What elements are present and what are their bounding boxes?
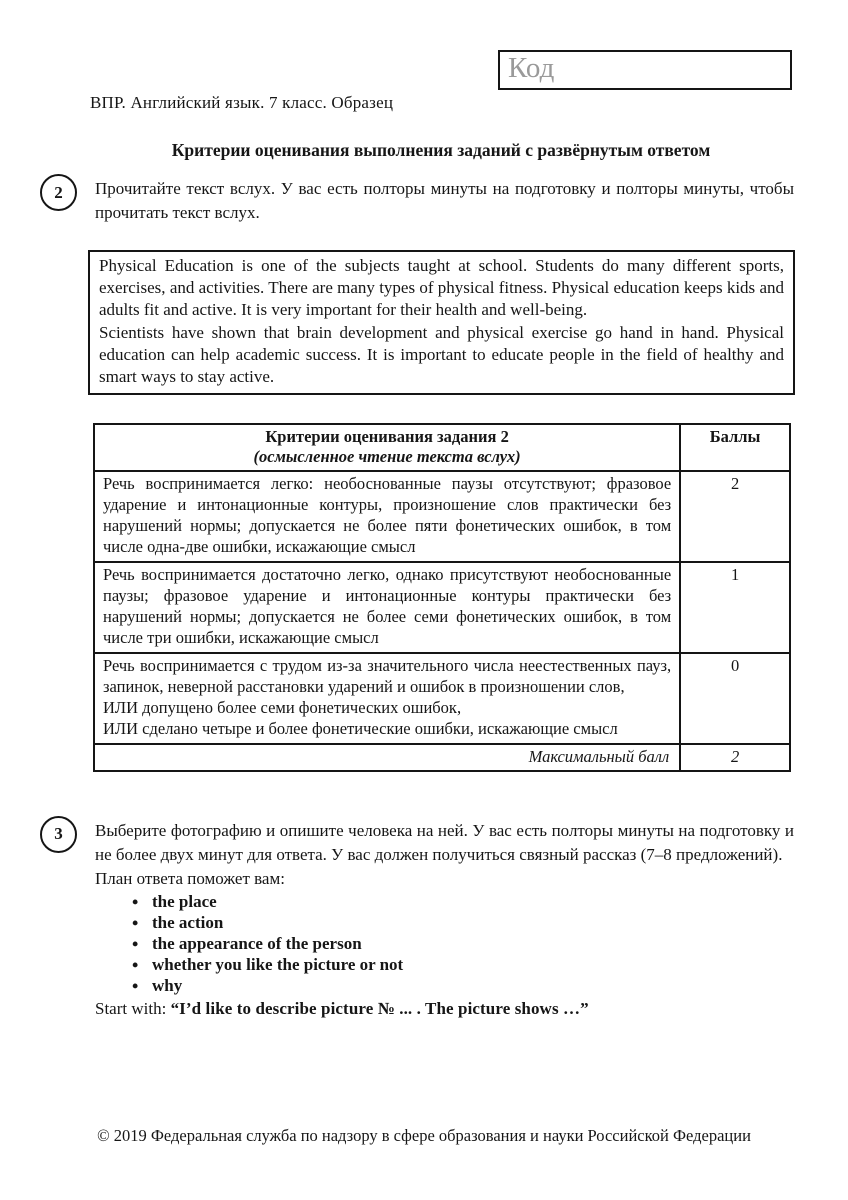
- task-3-section: [54, 819, 794, 1022]
- criteria-text: Речь воспринимается легко: необоснованные паузы отсутствуют; фразовое ударение и интонационные контуры, произношение слов практически без нарушений нормы; допускается не более пяти фонетических ошибок, в том числе одна-две ошибки, искажающие смысл: [103, 474, 672, 556]
- points-cell: 2: [680, 471, 790, 562]
- task-3-plan-list: [95, 892, 794, 997]
- criteria-header-title: Критерии оценивания задания 2: [265, 426, 509, 446]
- start-with-quote: “I’d like to describe picture № ... . The picture shows …”: [170, 999, 589, 1019]
- criteria-text: Речь воспринимается с трудом из-за значительного числа неестественных пауз, запинок, неверной расстановки ударений и ошибок в произношении слов,: [103, 655, 672, 696]
- task-2-instruction: Прочитайте текст вслух. У вас есть полторы минуты на подготовку и полторы минуты, чтобы прочитать текст вслух.: [95, 179, 794, 223]
- list-item: • why: [95, 976, 794, 997]
- table-row: [94, 562, 790, 653]
- points-cell: 1: [680, 562, 790, 653]
- task-2-number-badge: 2: [40, 174, 77, 211]
- criteria-table-header-row: [94, 424, 790, 471]
- list-item: • the place: [95, 892, 794, 913]
- reading-text-box: [88, 250, 795, 395]
- criteria-cell: [94, 653, 680, 744]
- page-header: [0, 0, 848, 140]
- table-row: [94, 653, 790, 744]
- document-header-text: ВПР. Английский язык. 7 класс. Образец: [90, 93, 394, 112]
- start-with-line: [95, 997, 794, 1021]
- task-3-plan-intro: План ответа поможет вам:: [95, 868, 285, 888]
- start-with-prefix: Start with:: [95, 999, 171, 1019]
- criteria-text: ИЛИ сделано четыре и более фонетические ошибки, искажающие смысл: [103, 718, 618, 738]
- list-item: • the action: [95, 913, 794, 934]
- task-2-section: [54, 177, 794, 225]
- table-row: [94, 471, 790, 562]
- points-cell: 0: [680, 653, 790, 744]
- max-score-value: 2: [680, 744, 790, 771]
- criteria-header-subtitle: (осмысленное чтение текста вслух): [253, 447, 521, 467]
- code-field-label: Код: [508, 51, 555, 84]
- reading-paragraph-1: Physical Education is one of the subjects taught at school. Students do many different sports, exercises, and activities. There are many types of physical fitness. Physical education keeps kids and adults fit and active. It is very important for their health and well-being.: [99, 256, 784, 320]
- copyright-footer: © 2019 Федеральная служба по надзору в сфере образования и науки Российской Федерации: [97, 1126, 751, 1145]
- criteria-text: ИЛИ допущено более семи фонетических ошибок,: [103, 697, 462, 717]
- points-header-cell: Баллы: [680, 424, 790, 471]
- list-item: • whether you like the picture or not: [95, 955, 794, 976]
- reading-paragraph-2: Scientists have shown that brain development and physical exercise go hand in hand. Physical education can help academic success. It is important to educate people in the field of healthy and smart ways to stay active.: [99, 322, 784, 386]
- criteria-cell: [94, 471, 680, 562]
- criteria-table: [93, 423, 791, 772]
- criteria-cell: [94, 562, 680, 653]
- criteria-header-cell: [94, 424, 680, 471]
- max-score-row: [94, 744, 790, 771]
- criteria-text: Речь воспринимается достаточно легко, однако присутствуют необоснованные паузы; фразовое ударение и интонационные контуры практически без нарушений нормы; допускается не более семи фонетических ошибок, в том числе три ошибки, искажающие смысл: [103, 564, 672, 647]
- task-3-instruction: Выберите фотографию и опишите человека на ней. У вас есть полторы минуты на подготовку и не более двух минут для ответа. У вас должен получиться связный рассказ (7–8 предложений).: [95, 820, 794, 864]
- max-score-label: Максимальный балл: [94, 744, 680, 771]
- page-title: Критерии оценивания выполнения заданий с развёрнутым ответом: [171, 140, 711, 160]
- task-3-number-badge: 3: [40, 816, 77, 853]
- list-item: • the appearance of the person: [95, 934, 794, 955]
- code-field: [498, 50, 792, 90]
